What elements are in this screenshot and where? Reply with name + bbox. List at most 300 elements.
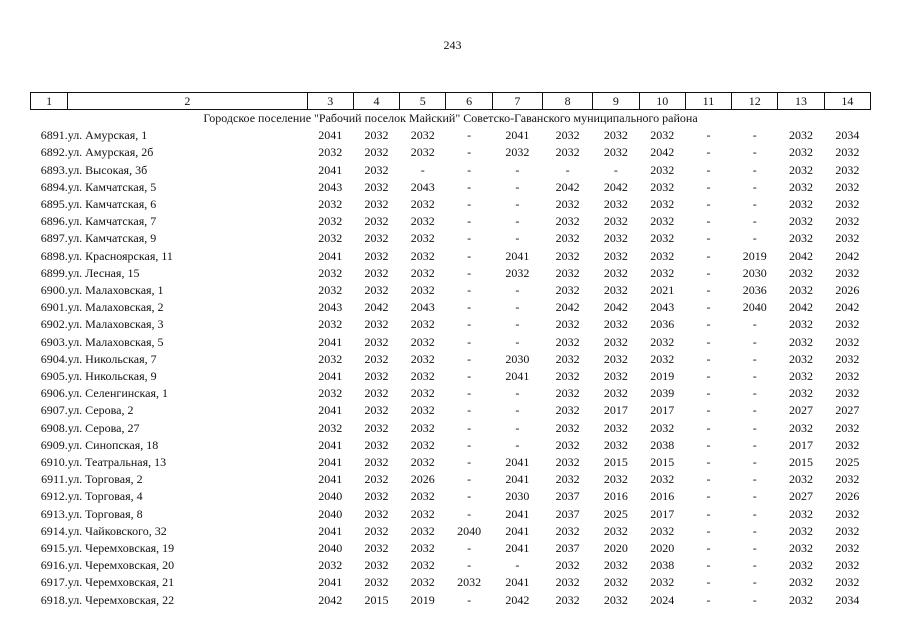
table-row bbox=[31, 557, 871, 574]
year-cell-col-5: 2032 bbox=[410, 437, 435, 452]
year-cell-col-9: 2032 bbox=[603, 197, 628, 212]
year-cell-col-9: 2032 bbox=[603, 420, 628, 435]
row-number-cell: 6915. bbox=[40, 541, 68, 556]
row-number-cell: 6896. bbox=[40, 214, 68, 229]
year-cell-col-10: 2017 bbox=[650, 506, 675, 521]
year-cell-col-10: 2019 bbox=[650, 369, 675, 384]
year-cell-col-14: 2032 bbox=[835, 317, 860, 332]
year-cell-col-8: 2032 bbox=[555, 420, 580, 435]
year-cell-col-5: - bbox=[420, 162, 425, 177]
year-cell-col-6: - bbox=[467, 437, 472, 452]
year-cell-col-8: 2032 bbox=[555, 403, 580, 418]
year-cell-col-6: - bbox=[467, 558, 472, 573]
address-cell: ул. Селенгинская, 1 bbox=[67, 386, 168, 401]
year-cell-col-3: 2032 bbox=[318, 231, 343, 246]
address-cell: ул. Синопская, 18 bbox=[67, 437, 159, 452]
year-cell-col-4: 2032 bbox=[364, 437, 389, 452]
year-cell-col-4: 2032 bbox=[364, 265, 389, 280]
address-cell: ул. Чайковского, 32 bbox=[67, 523, 167, 538]
year-cell-col-5: 2026 bbox=[410, 472, 435, 487]
year-cell-col-9: 2032 bbox=[603, 214, 628, 229]
year-cell-col-6: - bbox=[467, 489, 472, 504]
year-cell-col-3: 2041 bbox=[318, 523, 343, 538]
year-cell-col-12: - bbox=[752, 558, 757, 573]
year-cell-col-13: 2027 bbox=[788, 403, 813, 418]
year-cell-col-12: 2036 bbox=[742, 283, 767, 298]
address-cell: ул. Малаховская, 5 bbox=[67, 334, 164, 349]
address-cell: ул. Черемховская, 22 bbox=[67, 592, 175, 607]
year-cell-col-5: 2032 bbox=[410, 248, 435, 263]
column-header-7: 7 bbox=[492, 93, 542, 110]
year-cell-col-10: 2032 bbox=[650, 472, 675, 487]
year-cell-col-13: 2042 bbox=[788, 248, 813, 263]
year-cell-col-3: 2041 bbox=[318, 128, 343, 143]
column-header-6: 6 bbox=[446, 93, 492, 110]
year-cell-col-6: - bbox=[467, 162, 472, 177]
year-cell-col-3: 2042 bbox=[318, 592, 343, 607]
year-cell-col-7: - bbox=[515, 558, 520, 573]
year-cell-col-8: - bbox=[565, 162, 570, 177]
year-cell-col-14: 2032 bbox=[835, 351, 860, 366]
year-cell-col-8: 2032 bbox=[555, 231, 580, 246]
row-number-cell: 6897. bbox=[40, 231, 68, 246]
year-cell-col-11: - bbox=[706, 214, 711, 229]
year-cell-col-7: 2042 bbox=[505, 592, 530, 607]
year-cell-col-13: 2032 bbox=[788, 128, 813, 143]
year-cell-col-7: - bbox=[515, 179, 520, 194]
year-cell-col-13: 2032 bbox=[788, 472, 813, 487]
year-cell-col-10: 2032 bbox=[650, 162, 675, 177]
year-cell-col-3: 2032 bbox=[318, 145, 343, 160]
year-cell-col-3: 2043 bbox=[318, 300, 343, 315]
year-cell-col-3: 2041 bbox=[318, 248, 343, 263]
table-row bbox=[31, 248, 871, 265]
year-cell-col-13: 2017 bbox=[788, 437, 813, 452]
year-cell-col-7: - bbox=[515, 317, 520, 332]
column-header-5: 5 bbox=[400, 93, 446, 110]
year-cell-col-11: - bbox=[706, 541, 711, 556]
year-cell-col-11: - bbox=[706, 179, 711, 194]
year-cell-col-11: - bbox=[706, 386, 711, 401]
year-cell-col-7: 2041 bbox=[505, 506, 530, 521]
year-cell-col-8: 2032 bbox=[555, 455, 580, 470]
year-cell-col-14: 2032 bbox=[835, 145, 860, 160]
year-cell-col-5: 2032 bbox=[410, 214, 435, 229]
row-number-cell: 6913. bbox=[40, 506, 68, 521]
year-cell-col-14: 2032 bbox=[835, 265, 860, 280]
year-cell-col-8: 2032 bbox=[555, 472, 580, 487]
year-cell-col-10: 2032 bbox=[650, 248, 675, 263]
year-cell-col-12: - bbox=[752, 437, 757, 452]
year-cell-col-6: - bbox=[467, 386, 472, 401]
table-row bbox=[31, 540, 871, 557]
year-cell-col-3: 2032 bbox=[318, 317, 343, 332]
address-cell: ул. Торговая, 8 bbox=[67, 506, 143, 521]
year-cell-col-8: 2032 bbox=[555, 369, 580, 384]
year-cell-col-12: - bbox=[752, 231, 757, 246]
column-number-row bbox=[31, 93, 871, 110]
table-row bbox=[31, 385, 871, 402]
year-cell-col-8: 2037 bbox=[555, 489, 580, 504]
year-cell-col-4: 2032 bbox=[364, 334, 389, 349]
table-row bbox=[31, 592, 871, 609]
year-cell-col-13: 2032 bbox=[788, 334, 813, 349]
row-number-cell: 6910. bbox=[40, 455, 68, 470]
table-row bbox=[31, 402, 871, 419]
table-row bbox=[31, 127, 871, 144]
year-cell-col-9: 2032 bbox=[603, 128, 628, 143]
year-cell-col-10: 2021 bbox=[650, 283, 675, 298]
year-cell-col-14: 2032 bbox=[835, 214, 860, 229]
year-cell-col-6: - bbox=[467, 231, 472, 246]
year-cell-col-10: 2036 bbox=[650, 317, 675, 332]
address-cell: ул. Серова, 2 bbox=[67, 403, 134, 418]
year-cell-col-14: 2032 bbox=[835, 162, 860, 177]
year-cell-col-4: 2015 bbox=[364, 592, 389, 607]
year-cell-col-12: - bbox=[752, 351, 757, 366]
year-cell-col-10: 2038 bbox=[650, 437, 675, 452]
row-number-cell: 6893. bbox=[40, 162, 68, 177]
year-cell-col-14: 2032 bbox=[835, 334, 860, 349]
year-cell-col-8: 2032 bbox=[555, 265, 580, 280]
column-header-1: 1 bbox=[31, 93, 68, 110]
year-cell-col-4: 2032 bbox=[364, 231, 389, 246]
year-cell-col-13: 2032 bbox=[788, 162, 813, 177]
year-cell-col-5: 2032 bbox=[410, 489, 435, 504]
year-cell-col-6: - bbox=[467, 214, 472, 229]
year-cell-col-13: 2042 bbox=[788, 300, 813, 315]
row-number-cell: 6907. bbox=[40, 403, 68, 418]
year-cell-col-14: 2032 bbox=[835, 575, 860, 590]
year-cell-col-8: 2032 bbox=[555, 437, 580, 452]
year-cell-col-8: 2032 bbox=[555, 558, 580, 573]
year-cell-col-6: - bbox=[467, 334, 472, 349]
year-cell-col-13: 2032 bbox=[788, 145, 813, 160]
year-cell-col-12: - bbox=[752, 506, 757, 521]
address-cell: ул. Черемховская, 21 bbox=[67, 575, 175, 590]
year-cell-col-10: 2032 bbox=[650, 265, 675, 280]
year-cell-col-12: - bbox=[752, 455, 757, 470]
column-header-13: 13 bbox=[778, 93, 824, 110]
year-cell-col-4: 2032 bbox=[364, 283, 389, 298]
year-cell-col-8: 2042 bbox=[555, 300, 580, 315]
year-cell-col-13: 2032 bbox=[788, 231, 813, 246]
year-cell-col-11: - bbox=[706, 334, 711, 349]
year-cell-col-13: 2032 bbox=[788, 558, 813, 573]
year-cell-col-8: 2032 bbox=[555, 248, 580, 263]
year-cell-col-11: - bbox=[706, 575, 711, 590]
year-cell-col-6: - bbox=[467, 283, 472, 298]
address-cell: ул. Камчатская, 7 bbox=[67, 214, 157, 229]
year-cell-col-4: 2032 bbox=[364, 162, 389, 177]
year-cell-col-8: 2032 bbox=[555, 128, 580, 143]
year-cell-col-12: - bbox=[752, 214, 757, 229]
year-cell-col-11: - bbox=[706, 403, 711, 418]
year-cell-col-6: - bbox=[467, 592, 472, 607]
year-cell-col-4: 2032 bbox=[364, 523, 389, 538]
row-number-cell: 6898. bbox=[40, 248, 68, 263]
year-cell-col-8: 2032 bbox=[555, 351, 580, 366]
year-cell-col-12: - bbox=[752, 179, 757, 194]
column-header-10: 10 bbox=[639, 93, 685, 110]
year-cell-col-7: 2032 bbox=[505, 145, 530, 160]
year-cell-col-6: - bbox=[467, 369, 472, 384]
year-cell-col-7: - bbox=[515, 334, 520, 349]
year-cell-col-13: 2032 bbox=[788, 386, 813, 401]
year-cell-col-8: 2032 bbox=[555, 283, 580, 298]
row-number-cell: 6906. bbox=[40, 386, 68, 401]
year-cell-col-7: - bbox=[515, 386, 520, 401]
year-cell-col-10: 2032 bbox=[650, 231, 675, 246]
year-cell-col-11: - bbox=[706, 437, 711, 452]
year-cell-col-7: 2041 bbox=[505, 523, 530, 538]
year-cell-col-10: 2032 bbox=[650, 128, 675, 143]
year-cell-col-9: 2042 bbox=[603, 300, 628, 315]
year-cell-col-4: 2032 bbox=[364, 248, 389, 263]
year-cell-col-9: 2032 bbox=[603, 351, 628, 366]
year-cell-col-3: 2041 bbox=[318, 162, 343, 177]
address-cell: ул. Торговая, 4 bbox=[67, 489, 143, 504]
table-row bbox=[31, 299, 871, 316]
year-cell-col-12: - bbox=[752, 162, 757, 177]
year-cell-col-4: 2032 bbox=[364, 317, 389, 332]
page-number: 243 bbox=[443, 38, 462, 52]
year-cell-col-7: 2041 bbox=[505, 472, 530, 487]
table-row bbox=[31, 265, 871, 282]
address-cell: ул. Амурская, 2б bbox=[67, 145, 154, 160]
year-cell-col-3: 2032 bbox=[318, 265, 343, 280]
year-cell-col-10: 2032 bbox=[650, 179, 675, 194]
table-row bbox=[31, 420, 871, 437]
year-cell-col-12: 2040 bbox=[742, 300, 767, 315]
year-cell-col-14: 2032 bbox=[835, 179, 860, 194]
year-cell-col-5: 2043 bbox=[410, 179, 435, 194]
row-number-cell: 6916. bbox=[40, 558, 68, 573]
year-cell-col-6: - bbox=[467, 248, 472, 263]
year-cell-col-11: - bbox=[706, 248, 711, 263]
table-row bbox=[31, 213, 871, 230]
year-cell-col-7: - bbox=[515, 231, 520, 246]
year-cell-col-4: 2032 bbox=[364, 489, 389, 504]
year-cell-col-11: - bbox=[706, 317, 711, 332]
year-cell-col-9: 2032 bbox=[603, 592, 628, 607]
year-cell-col-11: - bbox=[706, 558, 711, 573]
year-cell-col-11: - bbox=[706, 162, 711, 177]
column-header-2: 2 bbox=[68, 93, 307, 110]
year-cell-col-3: 2032 bbox=[318, 197, 343, 212]
table-row bbox=[31, 334, 871, 351]
year-cell-col-12: - bbox=[752, 197, 757, 212]
year-cell-col-13: 2032 bbox=[788, 317, 813, 332]
year-cell-col-10: 2032 bbox=[650, 575, 675, 590]
year-cell-col-12: - bbox=[752, 317, 757, 332]
year-cell-col-8: 2032 bbox=[555, 145, 580, 160]
year-cell-col-11: - bbox=[706, 231, 711, 246]
year-cell-col-14: 2032 bbox=[835, 558, 860, 573]
year-cell-col-14: 2027 bbox=[835, 403, 860, 418]
year-cell-col-14: 2034 bbox=[835, 128, 860, 143]
year-cell-col-13: 2032 bbox=[788, 541, 813, 556]
year-cell-col-14: 2032 bbox=[835, 386, 860, 401]
year-cell-col-7: - bbox=[515, 162, 520, 177]
schedule-table bbox=[30, 92, 871, 609]
year-cell-col-13: 2032 bbox=[788, 420, 813, 435]
table-row bbox=[31, 351, 871, 368]
year-cell-col-13: 2032 bbox=[788, 351, 813, 366]
year-cell-col-8: 2042 bbox=[555, 179, 580, 194]
table-row bbox=[31, 454, 871, 471]
year-cell-col-5: 2032 bbox=[410, 386, 435, 401]
year-cell-col-3: 2041 bbox=[318, 334, 343, 349]
year-cell-col-11: - bbox=[706, 523, 711, 538]
row-number-cell: 6892. bbox=[40, 145, 68, 160]
year-cell-col-4: 2032 bbox=[364, 558, 389, 573]
year-cell-col-14: 2034 bbox=[835, 592, 860, 607]
table-row bbox=[31, 162, 871, 179]
year-cell-col-13: 2032 bbox=[788, 197, 813, 212]
year-cell-col-7: 2032 bbox=[505, 265, 530, 280]
year-cell-col-8: 2032 bbox=[555, 334, 580, 349]
table-body bbox=[31, 110, 871, 609]
year-cell-col-10: 2032 bbox=[650, 214, 675, 229]
year-cell-col-12: - bbox=[752, 472, 757, 487]
column-header-3: 3 bbox=[307, 93, 353, 110]
address-cell: ул. Никольская, 7 bbox=[67, 351, 157, 366]
year-cell-col-8: 2032 bbox=[555, 575, 580, 590]
year-cell-col-5: 2032 bbox=[410, 403, 435, 418]
year-cell-col-4: 2032 bbox=[364, 128, 389, 143]
row-number-cell: 6901. bbox=[40, 300, 68, 315]
section-title: Городское поселение "Рабочий поселок Майский" Советско-Гаванского муниципального района bbox=[203, 111, 698, 125]
year-cell-col-9: 2032 bbox=[603, 472, 628, 487]
year-cell-col-14: 2032 bbox=[835, 420, 860, 435]
year-cell-col-9: 2016 bbox=[603, 489, 628, 504]
year-cell-col-11: - bbox=[706, 351, 711, 366]
address-cell: ул. Черемховская, 20 bbox=[67, 558, 175, 573]
table-row bbox=[31, 179, 871, 196]
column-header-9: 9 bbox=[593, 93, 639, 110]
year-cell-col-7: 2041 bbox=[505, 248, 530, 263]
year-cell-col-13: 2032 bbox=[788, 575, 813, 590]
year-cell-col-5: 2032 bbox=[410, 558, 435, 573]
year-cell-col-11: - bbox=[706, 472, 711, 487]
year-cell-col-8: 2032 bbox=[555, 592, 580, 607]
row-number-cell: 6912. bbox=[40, 489, 68, 504]
year-cell-col-8: 2032 bbox=[555, 214, 580, 229]
year-cell-col-3: 2041 bbox=[318, 455, 343, 470]
year-cell-col-7: 2041 bbox=[505, 128, 530, 143]
year-cell-col-12: - bbox=[752, 489, 757, 504]
table-row bbox=[31, 230, 871, 247]
year-cell-col-10: 2024 bbox=[650, 592, 675, 607]
year-cell-col-4: 2032 bbox=[364, 214, 389, 229]
year-cell-col-9: 2032 bbox=[603, 317, 628, 332]
year-cell-col-5: 2032 bbox=[410, 541, 435, 556]
year-cell-col-12: - bbox=[752, 523, 757, 538]
year-cell-col-7: 2030 bbox=[505, 489, 530, 504]
year-cell-col-11: - bbox=[706, 455, 711, 470]
address-cell: ул. Малаховская, 2 bbox=[67, 300, 164, 315]
year-cell-col-11: - bbox=[706, 420, 711, 435]
year-cell-col-5: 2043 bbox=[410, 300, 435, 315]
row-number-cell: 6905. bbox=[40, 369, 68, 384]
year-cell-col-8: 2032 bbox=[555, 523, 580, 538]
year-cell-col-10: 2016 bbox=[650, 489, 675, 504]
year-cell-col-5: 2032 bbox=[410, 455, 435, 470]
year-cell-col-7: 2041 bbox=[505, 369, 530, 384]
year-cell-col-14: 2042 bbox=[835, 248, 860, 263]
year-cell-col-5: 2032 bbox=[410, 317, 435, 332]
row-number-cell: 6904. bbox=[40, 351, 68, 366]
year-cell-col-6: - bbox=[467, 317, 472, 332]
year-cell-col-10: 2032 bbox=[650, 523, 675, 538]
year-cell-col-3: 2041 bbox=[318, 575, 343, 590]
year-cell-col-11: - bbox=[706, 128, 711, 143]
row-number-cell: 6914. bbox=[40, 523, 68, 538]
year-cell-col-4: 2032 bbox=[364, 506, 389, 521]
year-cell-col-13: 2027 bbox=[788, 489, 813, 504]
year-cell-col-9: 2032 bbox=[603, 386, 628, 401]
column-header-11: 11 bbox=[685, 93, 731, 110]
year-cell-col-9: 2032 bbox=[603, 558, 628, 573]
year-cell-col-8: 2032 bbox=[555, 386, 580, 401]
table-row bbox=[31, 488, 871, 505]
year-cell-col-10: 2020 bbox=[650, 541, 675, 556]
year-cell-col-4: 2032 bbox=[364, 403, 389, 418]
year-cell-col-4: 2032 bbox=[364, 541, 389, 556]
address-cell: ул. Камчатская, 6 bbox=[67, 197, 157, 212]
row-number-cell: 6902. bbox=[40, 317, 68, 332]
year-cell-col-5: 2019 bbox=[410, 592, 435, 607]
year-cell-col-9: 2042 bbox=[603, 179, 628, 194]
year-cell-col-10: 2032 bbox=[650, 420, 675, 435]
year-cell-col-3: 2032 bbox=[318, 283, 343, 298]
address-cell: ул. Камчатская, 5 bbox=[67, 179, 157, 194]
row-number-cell: 6894. bbox=[40, 179, 68, 194]
table-row bbox=[31, 144, 871, 161]
year-cell-col-14: 2026 bbox=[835, 489, 860, 504]
year-cell-col-9: 2025 bbox=[603, 506, 628, 521]
address-cell: ул. Торговая, 2 bbox=[67, 472, 143, 487]
year-cell-col-7: - bbox=[515, 437, 520, 452]
year-cell-col-13: 2032 bbox=[788, 369, 813, 384]
address-cell: ул. Камчатская, 9 bbox=[67, 231, 157, 246]
year-cell-col-3: 2041 bbox=[318, 403, 343, 418]
year-cell-col-4: 2032 bbox=[364, 179, 389, 194]
year-cell-col-9: - bbox=[613, 162, 618, 177]
table-row bbox=[31, 506, 871, 523]
year-cell-col-9: 2032 bbox=[603, 334, 628, 349]
year-cell-col-5: 2032 bbox=[410, 265, 435, 280]
year-cell-col-3: 2043 bbox=[318, 179, 343, 194]
year-cell-col-4: 2032 bbox=[364, 455, 389, 470]
year-cell-col-4: 2042 bbox=[364, 300, 389, 315]
year-cell-col-9: 2032 bbox=[603, 265, 628, 280]
year-cell-col-11: - bbox=[706, 300, 711, 315]
year-cell-col-3: 2040 bbox=[318, 489, 343, 504]
year-cell-col-10: 2015 bbox=[650, 455, 675, 470]
year-cell-col-11: - bbox=[706, 592, 711, 607]
year-cell-col-6: - bbox=[467, 403, 472, 418]
year-cell-col-8: 2037 bbox=[555, 541, 580, 556]
year-cell-col-3: 2032 bbox=[318, 351, 343, 366]
year-cell-col-12: - bbox=[752, 369, 757, 384]
year-cell-col-10: 2043 bbox=[650, 300, 675, 315]
column-header-12: 12 bbox=[732, 93, 778, 110]
year-cell-col-9: 2032 bbox=[603, 145, 628, 160]
year-cell-col-13: 2032 bbox=[788, 592, 813, 607]
year-cell-col-7: - bbox=[515, 420, 520, 435]
